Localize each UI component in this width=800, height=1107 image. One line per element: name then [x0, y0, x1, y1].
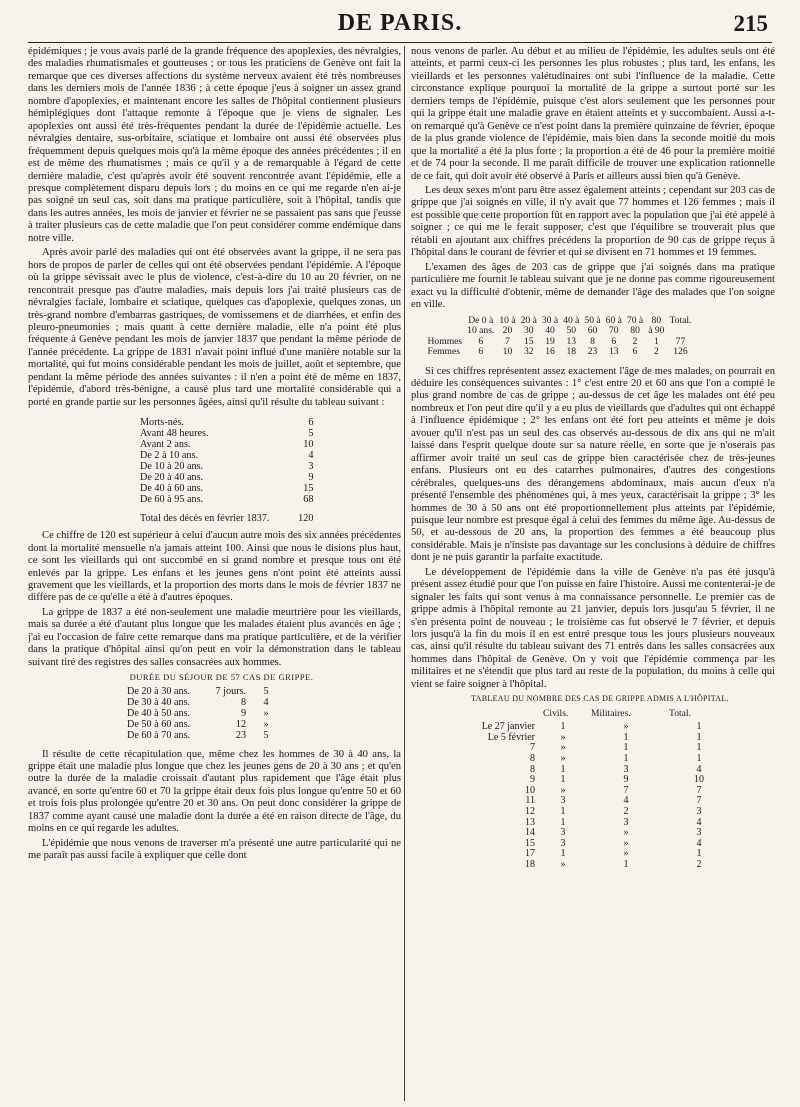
- table-cell-label: De 2 à 10 ans.: [140, 450, 198, 462]
- table-header-cell: Total.: [669, 707, 691, 719]
- table-cell-value: 8: [590, 335, 595, 347]
- paragraph: nous venons de parler. Au début et au milieu de l'épidémie, les adultes seuls ont été atteints, et parmi ceux-ci les personnes les plus robustes ; plus tard, les enfans, les vieillards et les personnes valétudinaires ont subi l'influence de la maladie. Cette circonstance explique pourquoi la mortalité de la grippe a surtout porté sur les derniers temps de l'épidémie, puisque c'est alors seulement que les personnes pour qui la grippe était une maladie grave en étaient atteints et y succombaient. Aussi a-t-on remarqué qu'à Genève ce n'est point dans la première quinzaine de février, époque de la plus grande violence de l'épidémie, mais bien dans la seconde moitié du mois que la mortalité a été la plus forte ; la proportion a été de 46 pour la première moitié et de 74 pour la seconde. Il me paraît difficile de trouver une explication rationnelle de ce fait, qui doit avoir été observé à Paris et ailleurs aussi bien qu'à Genève.: [411, 46, 775, 182]
- table-header-cell: Militaires.: [591, 707, 631, 719]
- table-header-cell: De 0 à: [468, 314, 494, 326]
- table-cell-date: 10: [525, 784, 535, 796]
- table-cell-total: 4: [696, 837, 702, 849]
- table-cell-date: 15: [525, 837, 535, 849]
- table-cell-count: 4: [263, 696, 269, 708]
- table-cell-value: 4: [308, 450, 314, 462]
- paragraph: Si ces chiffres représentent assez exactement l'âge de mes malades, on pourrait en déduire les conséquences suivantes : 1° c'est entre 20 et 60 ans que l'on a compté le plus grand nombre de cas de grippe ; au-dessus de cet âge les malades ont été peu nombreux et l'on peut dire qu'il y a eu plus de vieillards que d'adultes qui ont échappé à l'influence épidémique ; 2° les enfans ont été fort peu atteints et même je dois avouer qu'il n'est pas un seul des cas observés au-dessous de dix ans qui ne m'ait laissé dans l'esprit quelque doute sur sa nature réelle, en sorte que je n'oserais pas affirmer avoir traité un seul cas de grippe bien caractérisée chez de très-jeunes enfans. Plusieurs ont eu des catarrhes pulmonaires, d'autres des congestions cérébrales, quelques-uns des dérangemens abdominaux, mais aucun d'eux n'a présenté l'ensemble des phénomènes qui, à mes yeux, caractérisait la grippe ; 3° les hommes de 30 à 50 ans ont été proportionnellement plus atteints par l'épidémie, puisque leur nombre est presque égal à celui des femmes du même âge. Au-dessus de 50, et au-dessous de 20 ans, la proportion des femmes a été beaucoup plus considérable. Mais je n'insiste pas davantage sur les conclusions à déduire de chiffres dont je ne puis garantir la parfaite exactitude.: [411, 365, 775, 564]
- table-row: [124, 719, 283, 730]
- hospital-table: [463, 708, 733, 871]
- table-row: [463, 807, 733, 818]
- table-cell-value: 126: [673, 346, 688, 358]
- table-header-cell: à 90: [648, 325, 665, 337]
- table-row: [463, 828, 733, 839]
- table-cell-militaires: 2: [623, 805, 629, 817]
- paragraph: L'examen des âges de 203 cas de grippe que j'ai soignés dans ma pratique particulière me fournit le tableau suivant que je ne donne pas comme rigoureusement exact vu la difficulté d'obtenir, même de demander l'âge des malades que l'on soigne en ville.: [411, 261, 775, 311]
- table-cell-label: Avant 48 heures.: [140, 428, 209, 440]
- table-cell-label: De 40 à 60 ans.: [140, 483, 204, 495]
- table-cell-label: De 60 à 95 ans.: [140, 494, 204, 506]
- table-cell-value: 6: [611, 335, 617, 347]
- table-cell-label: De 30 à 40 ans.: [127, 696, 191, 708]
- table-cell-total: 2: [696, 858, 702, 870]
- table-row: [138, 439, 315, 450]
- table-cell-civils: »: [560, 752, 566, 764]
- table-cell-total: 7: [696, 795, 702, 807]
- table-header-cell: 80: [630, 325, 640, 337]
- table-cell-civils: 1: [560, 848, 566, 860]
- table-cell-label: Avant 2 ans.: [140, 439, 191, 451]
- table-row: [124, 697, 283, 708]
- right-column: [411, 46, 775, 1101]
- table-cell-date: 8: [530, 763, 535, 775]
- table-cell-value: 9: [308, 472, 314, 484]
- paragraph: La grippe de 1837 a été non-seulement une maladie meurtrière pour les vieillards, mais sa durée a été d'autant plus longue que les malades étaient plus avancés en âge ; j'ai eu l'occasion de faire cette remarque dans ma pratique particulière, et de la vérifier dans la pratique d'hôpital ainsi qu'on peut en voir la démonstration dans le tableau suivant tiré des registres des salles consacrées aux hommes.: [28, 606, 401, 668]
- table-header-row: [425, 326, 694, 337]
- table-header-cell: 60: [587, 325, 598, 337]
- table-cell-date: 8: [530, 752, 535, 764]
- table-cell-blank: [463, 708, 539, 722]
- table-row: [124, 730, 283, 741]
- table-header-cell: 40 à: [563, 314, 580, 326]
- table-header-cell: 50: [566, 325, 577, 337]
- table-cell-value: 10: [502, 346, 513, 358]
- table-cell-value: 1: [653, 335, 659, 347]
- sejour-table-caption: DURÉE DU SÉJOUR DE 57 CAS DE GRIPPE.: [129, 672, 314, 683]
- table-row: [138, 494, 315, 505]
- table-row: [463, 765, 733, 776]
- table-row: [138, 483, 315, 494]
- table-cell-value: 23: [587, 346, 598, 358]
- table-row: [463, 743, 733, 754]
- table-header-cell: 30 à: [541, 314, 559, 326]
- left-column: [28, 46, 401, 1101]
- table-cell-civils: »: [560, 731, 566, 743]
- table-row: [138, 450, 315, 461]
- table-cell-total: 4: [696, 816, 702, 828]
- table-row: [463, 839, 733, 850]
- table-cell-value: 2: [632, 335, 638, 347]
- table-header-cell: 10 ans.: [467, 325, 495, 337]
- table-cell-label: De 40 à 50 ans.: [127, 707, 191, 719]
- table-row: [463, 775, 733, 786]
- table-header-cell: 40: [545, 325, 555, 337]
- table-cell-total: 3: [696, 827, 702, 839]
- table-cell-value: 19: [545, 335, 555, 347]
- table-cell-date: 11: [525, 795, 535, 807]
- table-cell-value: 13: [566, 335, 577, 347]
- table-cell-blank: [425, 316, 465, 327]
- table-cell-label: Morts-nés.: [140, 417, 184, 429]
- page-header: [0, 10, 800, 40]
- table-cell-days: 7 jours.: [215, 685, 247, 697]
- table-cell-days: 9: [241, 707, 247, 719]
- table-cell-total: 1: [696, 731, 702, 743]
- table-header-cell: 20: [502, 325, 513, 337]
- table-cell-value: 120: [298, 513, 314, 525]
- table-cell-count: 5: [263, 729, 269, 741]
- table-cell-label: Total des décès en février 1837.: [140, 513, 270, 525]
- table-cell-militaires: »: [623, 848, 629, 860]
- table-cell-militaires: »: [623, 837, 629, 849]
- paragraph: Le développement de l'épidémie dans la ville de Genève n'a pas été jusqu'à présent assez étudié pour que l'on puisse en faire l'histoire. Aussi me contenterai-je de signaler les faits qui sont venus à ma connaissance personnelle. Le premier cas de grippe admis à l'hôpital remonte au 21 janvier, depuis lors jusqu'au 5 février, il ne s'en présenta point de nouveau ; le troisième cas fut observé le 7 février, et depuis lors jusqu'à la fin du mois il en est entré presque tous les jours plusieurs nouveaux cas, ainsi qu'il résulte du tableau suivant des 71 entrés dans les salles consacrées aux hommes dans l'hôpital de Genève. On y voit que l'épidémie commença par les militaires et ne s'étendit que plus tard au reste de la population, du moins à celle qui vient se faire soigner à l'hôpital.: [411, 566, 775, 690]
- table-cell-value: 16: [545, 346, 555, 358]
- column-divider: [404, 46, 405, 1101]
- table-cell-value: 6: [478, 346, 484, 358]
- paragraph: Il résulte de cette récapitulation que, même chez les hommes de 30 à 40 ans, la grippe était une maladie plus longue que chez les jeunes gens de 20 à 30 ans ; et qu'en outre la durée de la maladie croissait d'autant plus rapidement que l'âge était plus avancé, en sorte qu'entre 60 et 70 la grippe était deux fois plus longue qu'entre 50 et 60 et trois fois plus prolongée qu'entre 20 et 30 ans. On peut donc considérer la grippe de 1837 comme ayant causé une maladie dont la durée a été en raison directe de l'âge, du moins en ce qui regarde les adultes.: [28, 748, 401, 835]
- table-cell-date: Le 5 février: [487, 731, 535, 743]
- table-cell-civils: 1: [560, 763, 566, 775]
- table-cell-days: 8: [241, 696, 247, 708]
- table-cell-militaires: 3: [623, 816, 629, 828]
- table-cell-value: 2: [653, 346, 659, 358]
- table-header-cell: 50 à: [584, 314, 601, 326]
- paragraph: Ce chiffre de 120 est supérieur à celui d'aucun autre mois des six années précédentes dont la mortalité mensuelle n'a jamais atteint 100. Ainsi que nous le disions plus haut, ce sont les vieillards qui ont succombé en si grand nombre et presque tous ont été enlevés par la grippe. Les enfans et les jeunes gens n'ont point été atteints aussi gravement que les vieillards, et la proportion des morts dans le mois de février 1837 ne diffère pas de ce qu'elle a été à d'autres époques.: [28, 530, 401, 604]
- table-cell-total: 4: [696, 763, 702, 775]
- table-row: [425, 347, 694, 358]
- table-cell-label: De 10 à 20 ans.: [140, 461, 204, 473]
- table-header-row: [463, 708, 733, 722]
- table-cell-militaires: 7: [623, 784, 629, 796]
- table-row-label: Femmes: [427, 346, 461, 358]
- table-cell-civils: 3: [560, 795, 566, 807]
- table-header-cell: 60 à: [605, 314, 622, 326]
- table-cell-militaires: 3: [623, 763, 629, 775]
- table-row: [463, 754, 733, 765]
- table-cell-count: »: [263, 718, 269, 730]
- table-cell-date: Le 27 janvier: [481, 721, 535, 733]
- table-cell-days: 12: [235, 718, 247, 730]
- table-cell-value: 6: [632, 346, 638, 358]
- table-header-cell: Civils.: [543, 707, 569, 719]
- table-cell-civils: 1: [560, 816, 566, 828]
- table-cell-total: 1: [696, 721, 702, 733]
- table-cell-label: De 20 à 30 ans.: [127, 685, 191, 697]
- table-cell-militaires: 1: [623, 752, 629, 764]
- ages-table: [425, 316, 694, 358]
- table-row: [463, 786, 733, 797]
- table-cell-militaires: 4: [623, 795, 629, 807]
- table-cell-days: 23: [235, 729, 247, 741]
- deaths-table: [138, 417, 315, 524]
- paragraph: épidémiques ; je vous avais parlé de la grande fréquence des apoplexies, des névralgies, des maladies rhumatismales et goutteuses ; or tous les praticiens de Genève ont fait la remarque que ces diverses affections du système nerveux avaient été très nombreuses dans les derniers mois de l'année 1836 ; à cette époque j'eus à soigner un assez grand nombre d'apoplexies, et maintenant encore les salles de l'hôpital contiennent plusieurs hémiplégiques dont l'attaque remonte à l'époque que je viens de signaler. Les apoplexies ont aussi été très-fréquentes pendant la durée de l'épidémie actuelle. Les névralgies dentaire, sus-orbitaire, sciatique et lombaire ont aussi été observées plus fréquemment depuis quelques mois qu'à la même époque des années précédentes ; il en est de même des rhumatismes ; mais ce qu'il y a de remarquable à l'égard de cette dernière maladie, c'est qu'après avoir été souvent rencontrée avant l'épidémie, elle a presque complètement disparu depuis lors ; du moins en ce qui me regarde n'en ai-je pas soigné un seul cas, soit dans ma pratique particulière, soit à l'hôpital, tandis que dans les autres années, les mois de janvier et février ne se passaient pas sans que j'eusse à traiter plusieurs cas de cette maladie que l'on peut considérer comme endémique dans notre ville.: [28, 46, 401, 244]
- table-cell-date: 7: [530, 742, 535, 754]
- table-row: [138, 417, 315, 428]
- table-cell-count: »: [263, 707, 269, 719]
- table-row: [124, 686, 283, 697]
- table-row: [463, 796, 733, 807]
- table-cell-value: 15: [523, 335, 534, 347]
- table-cell-label: De 60 à 70 ans.: [127, 729, 191, 741]
- table-header-cell: 10 à: [499, 314, 516, 326]
- table-cell-value: 18: [566, 346, 577, 358]
- table-cell-date: 18: [525, 858, 535, 870]
- table-cell-value: 6: [308, 417, 314, 429]
- paragraph: L'épidémie que nous venons de traverser m'a présenté une autre particularité qui ne me paraît pas aussi facile à expliquer que celle dont: [28, 837, 401, 862]
- table-row: [463, 849, 733, 860]
- header-rule: [28, 42, 772, 43]
- table-cell-value: 32: [523, 346, 534, 358]
- table-header-cell: 70 à: [626, 314, 644, 326]
- table-cell-date: 9: [530, 774, 535, 786]
- hospital-table-caption: TABLEAU DU NOMBRE DES CAS DE GRIPPE ADMIS A L'HÔPITAL.: [471, 694, 729, 704]
- page-title: DE PARIS.: [337, 10, 463, 36]
- table-cell-total: 1: [696, 848, 702, 860]
- table-cell-date: 17: [525, 848, 535, 860]
- table-cell-total: 7: [696, 784, 702, 796]
- table-cell-civils: 1: [560, 805, 566, 817]
- table-header-cell: 30: [523, 325, 534, 337]
- table-cell-militaires: »: [623, 721, 629, 733]
- table-cell-value: 3: [308, 461, 314, 473]
- table-row: [138, 472, 315, 483]
- table-row: [463, 818, 733, 829]
- table-cell-total: 10: [694, 774, 704, 786]
- table-cell-civils: »: [560, 784, 566, 796]
- table-header-cell: 80: [651, 314, 662, 326]
- page-number: 215: [733, 11, 768, 36]
- paragraph: Les deux sexes m'ont paru être assez également atteints ; cependant sur 203 cas de grippe que j'ai soignés en ville, il n'y avait que 77 hommes et 126 femmes ; mais il est possible que cette proportion fût en rapport avec la population que j'ai été appelé à soigner ; ce qui me le ferait supposer, c'est que l'équilibre se trouverait plus que rétabli en ajoutant aux chiffres précédens la proportion de 90 cas de grippe reçus à l'hôpital dans le courant de février et qui se divisent en 71 hommes et 19 femmes.: [411, 184, 775, 259]
- table-row: [138, 428, 315, 439]
- table-cell-value: 68: [303, 494, 314, 506]
- table-cell-civils: »: [560, 858, 566, 870]
- table-row-label: Hommes: [427, 335, 463, 347]
- table-cell-total: 1: [696, 752, 702, 764]
- table-cell-militaires: 1: [623, 742, 629, 754]
- table-cell-value: 15: [303, 483, 314, 495]
- table-cell-value: 6: [478, 335, 484, 347]
- table-header-cell: 20 à: [520, 314, 537, 326]
- table-cell-label: De 50 à 60 ans.: [127, 718, 191, 730]
- sejour-table: [124, 686, 283, 741]
- table-cell-value: 5: [308, 428, 314, 440]
- table-cell-civils: 3: [560, 837, 566, 849]
- table-row: [138, 461, 315, 472]
- table-cell-civils: »: [560, 742, 566, 754]
- table-cell-value: 77: [675, 335, 686, 347]
- table-row-total: [138, 505, 315, 524]
- table-cell-date: 13: [525, 816, 535, 828]
- table-cell-date: 14: [525, 827, 535, 839]
- table-cell-value: 10: [303, 439, 314, 451]
- table-cell-label: De 20 à 40 ans.: [140, 472, 204, 484]
- table-row: [463, 733, 733, 744]
- table-cell-militaires: »: [623, 827, 629, 839]
- table-header-cell: 70: [609, 325, 619, 337]
- table-cell-total: 3: [696, 805, 702, 817]
- table-header-cell: [667, 326, 694, 337]
- table-cell-militaires: 1: [623, 858, 629, 870]
- table-cell-civils: 1: [560, 774, 566, 786]
- table-cell-value: 13: [609, 346, 619, 358]
- table-cell-blank: [425, 326, 465, 337]
- table-cell-civils: 3: [560, 827, 566, 839]
- table-cell-date: 12: [525, 805, 535, 817]
- table-cell-civils: 1: [560, 721, 566, 733]
- table-cell-value: 7: [505, 335, 510, 347]
- table-header-cell: Total.: [669, 314, 692, 326]
- table-row: [463, 860, 733, 871]
- table-cell-total: 1: [696, 742, 702, 754]
- table-cell-militaires: 1: [623, 731, 629, 743]
- paragraph: Après avoir parlé des maladies qui ont été observées avant la grippe, il ne sera pas hors de propos de parler de celles qui ont été observées pendant l'épidémie. A l'époque où la grippe sévissait avec le plus de violence, c'est-à-dire du 10 au 20 février, on ne rencontrait presque pas d'autre maladies, mais depuis lors j'ai traité plusieurs cas de névralgies faciale, lombaire et sciatique, quelques cas d'apoplexie, quelques zonas, un très-grand nombre d'embarras gastriques, de vomissemens et de diarrhées, et enfin des pleuro-pneumonies ; mais quant à cette dernière maladie, elle n'a point été plus fréquente à Genève pendant les mois de janvier 1837 que pendant la même période de l'année précédente. La grippe de 1831 n'avait point influé d'une manière notable sur la mortalité, qui fut moins considérable pendant les mois de juillet, août et septembre, que pendant la même période des années suivantes : il n'en a point été de même en 1837, l'épidémie, d'abord très-bénigne, a causé plus tard une mortalité considérable qui a porté en grande partie sur les personnes âgées, ainsi qu'il résulte du tableau suivant :: [28, 247, 401, 408]
- table-row: [124, 708, 283, 719]
- table-cell-militaires: 9: [623, 774, 629, 786]
- table-cell-count: 5: [263, 685, 269, 697]
